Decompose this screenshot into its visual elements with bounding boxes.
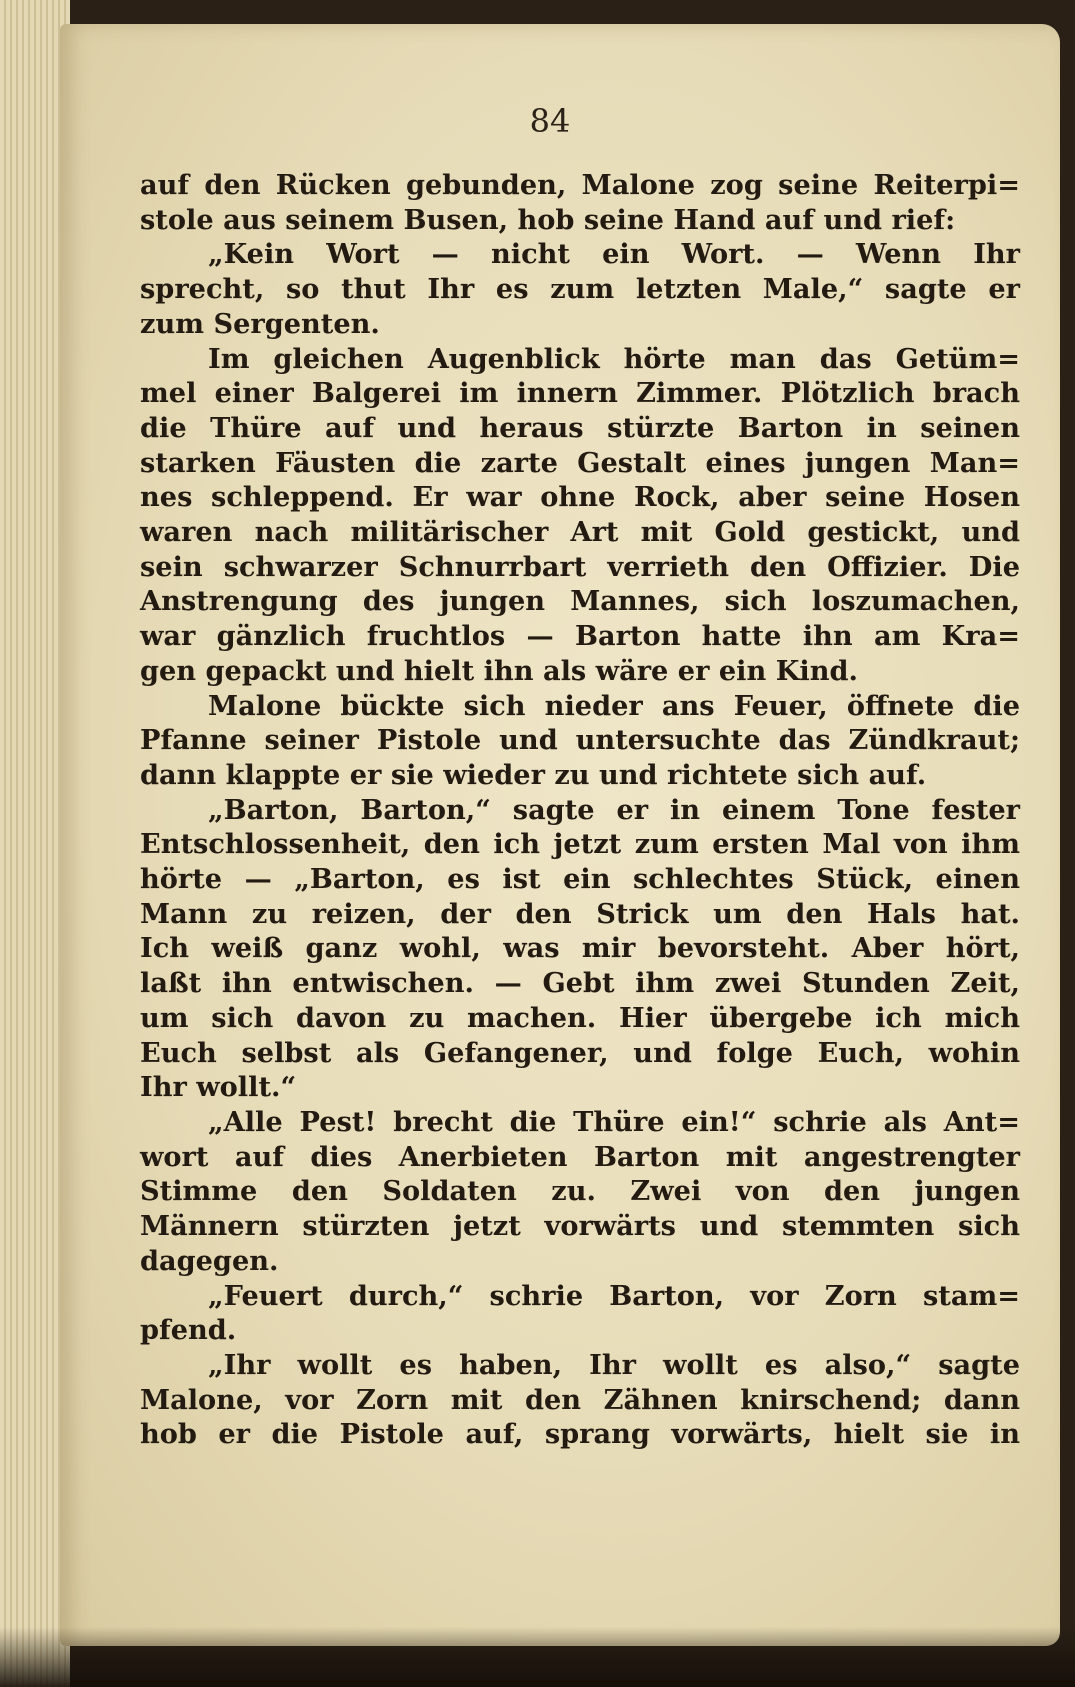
text-line: gen gepackt und hielt ihn als wäre er ein Kind. xyxy=(140,654,858,687)
text-line: starken Fäusten die zarte Gestalt eines jungen Man= xyxy=(140,446,1020,479)
text-line: stole aus seinem Busen, hob seine Hand auf und rief: xyxy=(140,203,956,236)
text-line: auf den Rücken gebunden, Malone zog seine Reiterpi= xyxy=(140,169,1020,201)
text-line: Malone bückte sich nieder ans Feuer, öffnete die xyxy=(208,689,1020,722)
text-line: Männern stürzten jetzt vorwärts und stemmten sich xyxy=(140,1210,1020,1243)
bottom-edge-shadow xyxy=(0,1627,1075,1687)
text-line: Euch selbst als Gefangener, und folge Euch, wohin xyxy=(140,1036,1020,1069)
text-line: dagegen. xyxy=(140,1244,279,1277)
text-line: Im gleichen Augenblick hörte man das Getüm= xyxy=(208,342,1020,375)
text-line: „Feuert durch,“ schrie Barton, vor Zorn stam= xyxy=(208,1279,1020,1312)
body-text xyxy=(140,168,1020,1452)
text-line: waren nach militärischer Art mit Gold gestickt, und xyxy=(140,516,1020,549)
text-line: um sich davon zu machen. Hier übergebe ich mich xyxy=(140,1001,1020,1034)
text-line: wort auf dies Anerbieten Barton mit angestrengter xyxy=(140,1140,1020,1173)
text-line: „Alle Pest! brecht die Thüre ein!“ schrie als Ant= xyxy=(208,1105,1020,1138)
text-line: „Ihr wollt es haben, Ihr wollt es also,“ sagte xyxy=(208,1348,1020,1381)
text-line: Anstrengung des jungen Mannes, sich loszumachen, xyxy=(140,585,1020,618)
text-line: pfend. xyxy=(140,1314,237,1347)
text-line: die Thüre auf und heraus stürzte Barton in seinen xyxy=(140,411,1020,444)
text-line: „Kein Wort — nicht ein Wort. — Wenn Ihr xyxy=(208,238,1020,271)
text-line: „Barton, Barton,“ sagte er in einem Tone fester xyxy=(208,793,1020,826)
text-line: Ihr wollt.“ xyxy=(140,1071,297,1104)
text-line: hörte — „Barton, es ist ein schlechtes Stück, einen xyxy=(140,863,1020,896)
text-line: sprecht, so thut Ihr es zum letzten Male,“ sagte er xyxy=(140,273,1020,306)
text-line: sein schwarzer Schnurrbart verrieth den Offizier. Die xyxy=(140,550,1020,583)
text-line: hob er die Pistole auf, sprang vorwärts, hielt sie in xyxy=(140,1418,1020,1451)
text-line: war gänzlich fruchtlos — Barton hatte ihn am Kra= xyxy=(140,620,1020,653)
text-line: Stimme den Soldaten zu. Zwei von den jungen xyxy=(140,1175,1020,1208)
text-line: Mann zu reizen, der den Strick um den Hals hat. xyxy=(140,897,1020,930)
text-line: Malone, vor Zorn mit den Zähnen knirschend; dann xyxy=(140,1383,1020,1416)
text-line: dann klappte er sie wieder zu und richtete sich auf. xyxy=(140,758,927,791)
text-line: nes schleppend. Er war ohne Rock, aber seine Hosen xyxy=(140,481,1020,514)
text-line: laßt ihn entwischen. — Gebt ihm zwei Stunden Zeit, xyxy=(140,967,1020,1000)
text-line: Ich weiß ganz wohl, was mir bevorsteht. Aber hört, xyxy=(140,932,1020,965)
text-line: Pfanne seiner Pistole und untersuchte das Zündkraut; xyxy=(140,724,1020,757)
page-number: 84 xyxy=(529,102,571,140)
text-line: mel einer Balgerei im innern Zimmer. Plötzlich brach xyxy=(140,377,1020,410)
text-line: Entschlossenheit, den ich jetzt zum ersten Mal von ihm xyxy=(140,828,1020,861)
text-line: zum Sergenten. xyxy=(140,307,380,340)
